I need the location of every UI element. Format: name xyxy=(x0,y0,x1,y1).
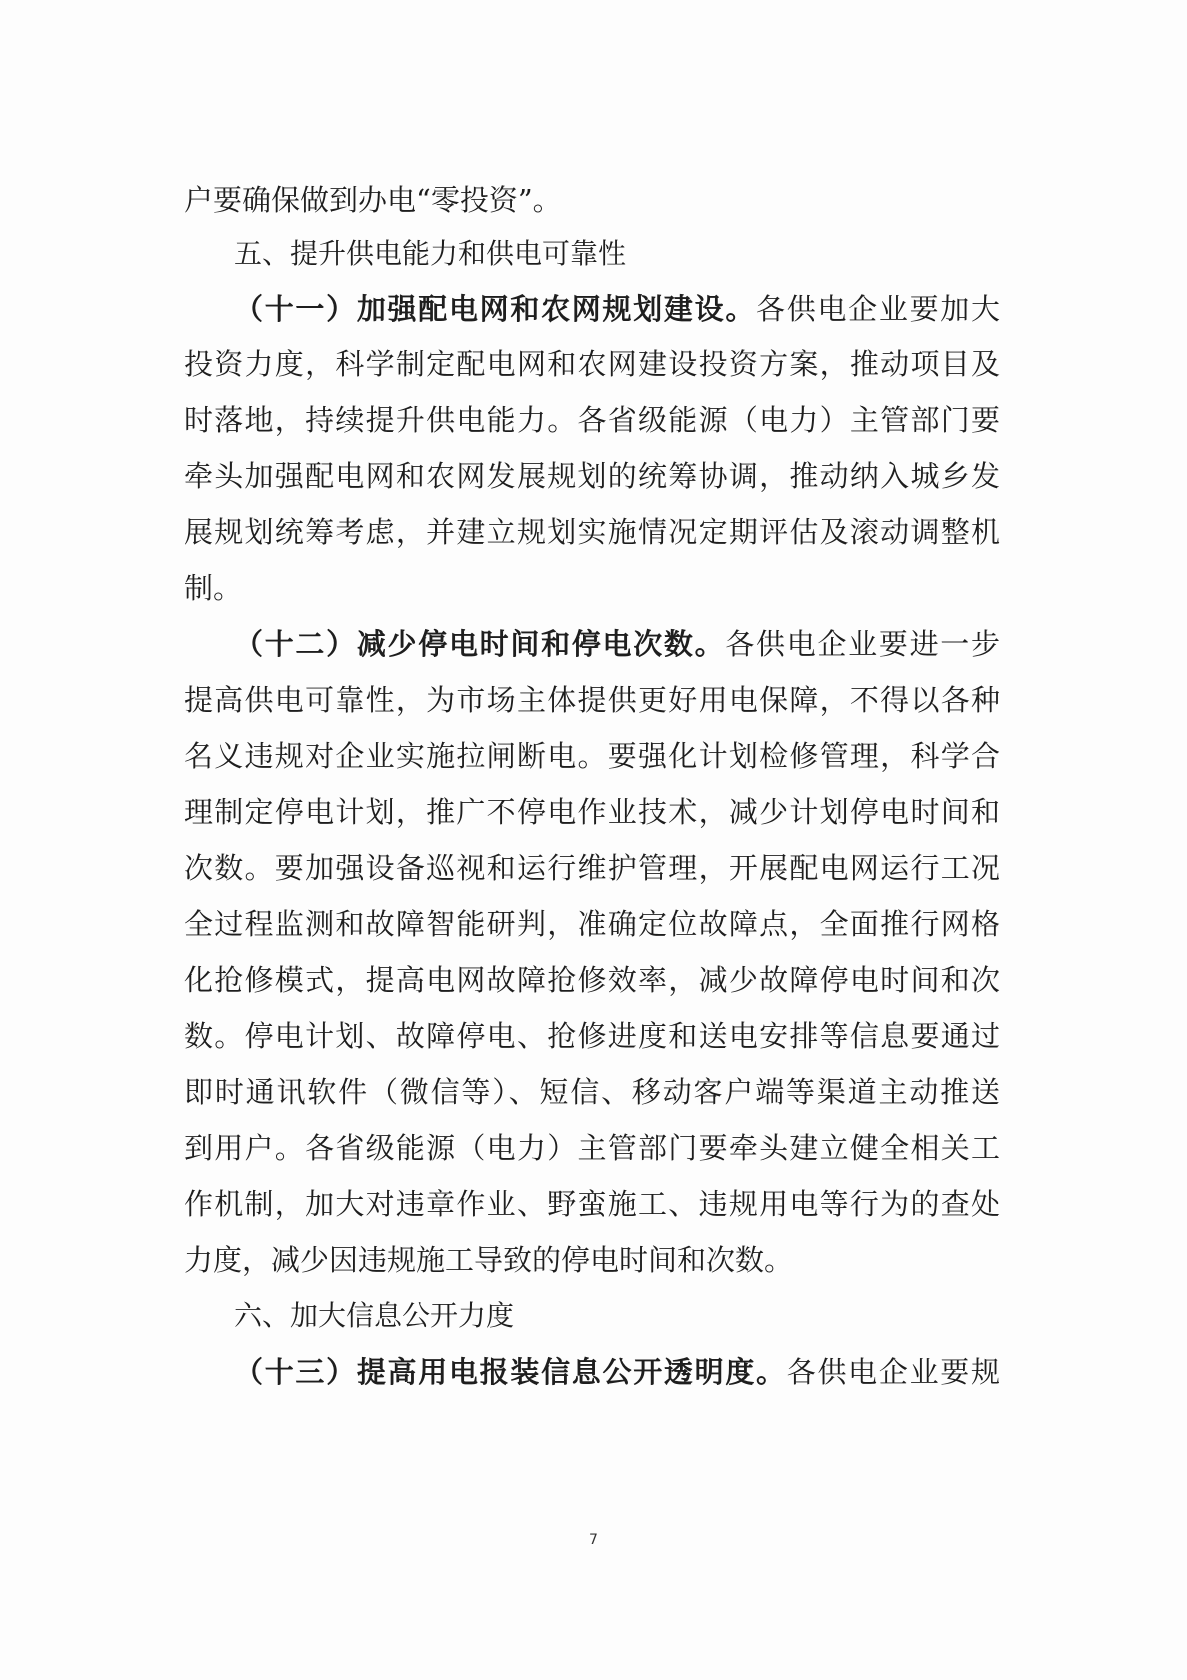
text-line: 即时通讯软件（微信等）、短信、移动客户端等渠道主动推送 xyxy=(184,1075,1000,1109)
text-line: 提高供电可靠性，为市场主体提供更好用电保障，不得以各种 xyxy=(184,683,1000,717)
text-line: 化抢修模式，提高电网故障抢修效率，减少故障停电时间和次 xyxy=(184,963,1000,997)
text-line: 力度，减少因违规施工导致的停电时间和次数。 xyxy=(184,1243,794,1277)
paragraph-11-first-line xyxy=(234,289,1000,329)
text-line: 时落地，持续提升供电能力。各省级能源（电力）主管部门要 xyxy=(184,403,1000,437)
section-heading-6: 六、加大信息公开力度 xyxy=(234,1299,515,1332)
paragraph-12-lead: 各供电企业要进一步 xyxy=(725,627,1000,661)
paragraph-12-first-line xyxy=(234,624,1000,664)
paragraph-13-first-line xyxy=(234,1352,1000,1392)
text-line: 数。停电计划、故障停电、抢修进度和送电安排等信息要通过 xyxy=(184,1019,1000,1053)
text-line: 次数。要加强设备巡视和运行维护管理，开展配电网运行工况 xyxy=(184,851,1000,885)
text-line: 展规划统筹考虑，并建立规划实施情况定期评估及滚动调整机 xyxy=(184,515,1000,549)
text-line: 投资力度，科学制定配电网和农网建设投资方案，推动项目及 xyxy=(184,347,1000,381)
text-line: 户要确保做到办电“零投资”。 xyxy=(184,183,562,217)
paragraph-11-title: （十一）加强配电网和农网规划建设。 xyxy=(234,292,757,326)
text-line: 名义违规对企业实施拉闸断电。要强化计划检修管理，科学合 xyxy=(184,739,1000,773)
text-line: 到用户。各省级能源（电力）主管部门要牵头建立健全相关工 xyxy=(184,1131,1000,1165)
text-line: 作机制，加大对违章作业、野蛮施工、违规用电等行为的查处 xyxy=(184,1187,1000,1221)
text-line: 全过程监测和故障智能研判，准确定位故障点，全面推行网格 xyxy=(184,907,1000,941)
text-line: 理制定停电计划，推广不停电作业技术，减少计划停电时间和 xyxy=(184,795,1000,829)
text-line: 牵头加强配电网和农网发展规划的统筹协调，推动纳入城乡发 xyxy=(184,459,1000,493)
paragraph-11-lead: 各供电企业要加大 xyxy=(756,292,1000,326)
page-number: 7 xyxy=(589,1532,598,1548)
paragraph-13-lead: 各供电企业要规 xyxy=(786,1355,1000,1389)
section-heading-5: 五、提升供电能力和供电可靠性 xyxy=(234,237,627,270)
paragraph-13-title: （十三）提高用电报装信息公开透明度。 xyxy=(234,1355,787,1389)
text-line: 制。 xyxy=(184,571,243,605)
paragraph-12-title: （十二）减少停电时间和停电次数。 xyxy=(234,627,726,661)
